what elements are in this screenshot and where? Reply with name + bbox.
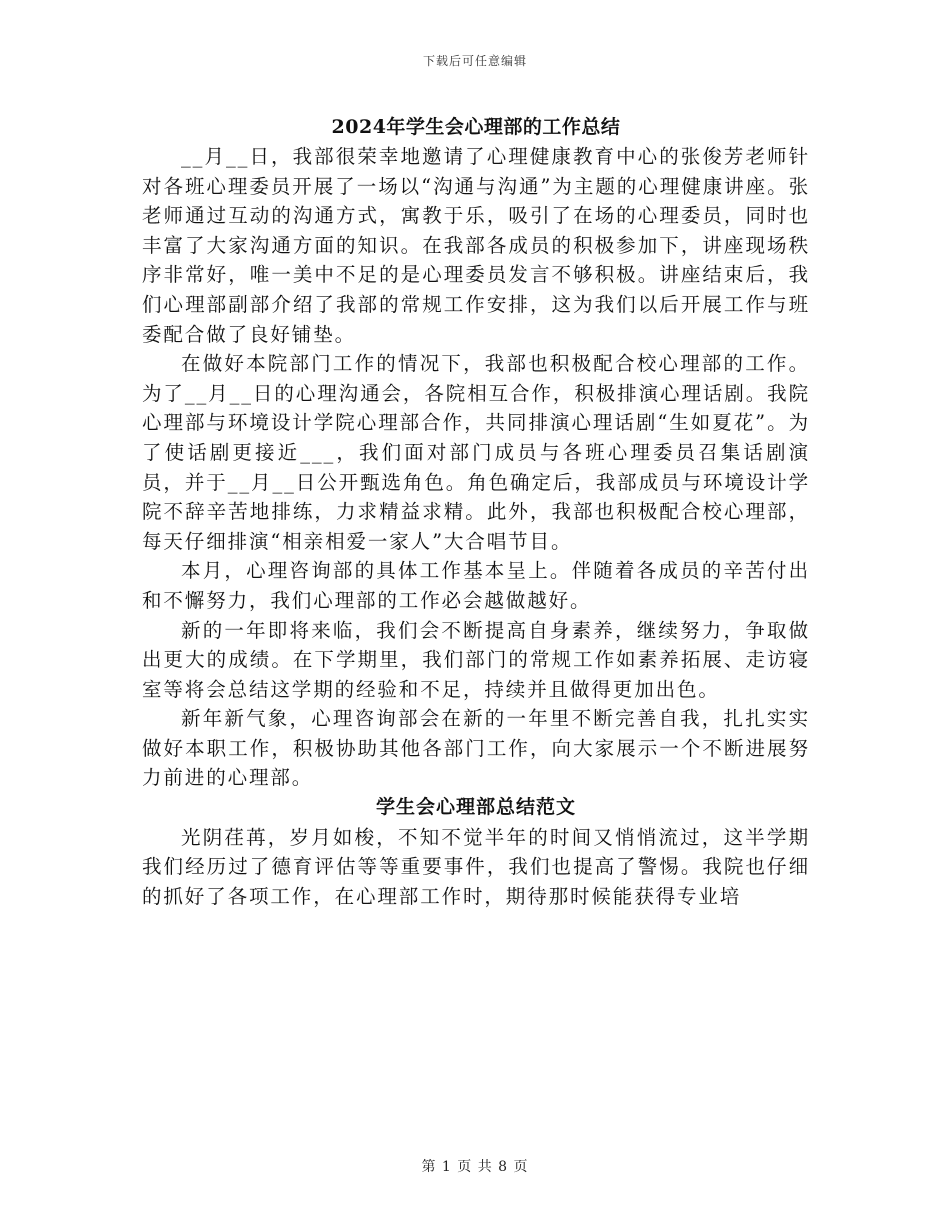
paragraph: 本月，心理咨询部的具体工作基本呈上。伴随着各成员的辛苦付出和不懈努力，我们心理部的工作必会越做越好。: [142, 559, 810, 612]
document-title: 2024年学生会心理部的工作总结: [331, 116, 621, 138]
paragraph: __月__日，我部很荣幸地邀请了心理健康教育中心的张俊芳老师针对各班心理委员开展了一场以“沟通与沟通”为主题的心理健康讲座。张老师通过互动的沟通方式，寓教于乐，吸引了在场的心理委员，同时也丰富了大家沟通方面的知识。在我部各成员的积极参加下，讲座现场秩序非常好，唯一美中不足的是心理委员发言不够积极。讲座结束后，我们心理部副部介绍了我部的常规工作安排，这为我们以后开展工作与班委配合做了良好铺垫。: [142, 145, 810, 346]
paragraph: 新年新气象，心理咨询部会在新的一年里不断完善自我，扎扎实实做好本职工作，积极协助其他各部门工作，向大家展示一个不断进展努力前进的心理部。: [142, 707, 810, 790]
section-subtitle: 学生会心理部总结范文: [375, 796, 576, 819]
paragraph: 在做好本院部门工作的情况下，我部也积极配合校心理部的工作。为了__月__日的心理沟通会，各院相互合作，积极排演心理话剧。我院心理部与环境设计学院心理部合作，共同排演心理话剧“生如夏花”。为了使话剧更接近___，我们面对部门成员与各班心理委员召集话剧演员，并于__月__日公开甄选角色。角色确定后，我部成员与环境设计学院不辞辛苦地排练，力求精益求精。此外，我部也积极配合校心理部，每天仔细排演“相亲相爱一家人”大合唱节目。: [142, 352, 810, 553]
page-header-note: 下载后可任意编辑: [422, 54, 527, 68]
document-body: [142, 112, 810, 911]
paragraph: 新的一年即将来临，我们会不断提高自身素养，继续努力，争取做出更大的成绩。在下学期里，我们部门的常规工作如素养拓展、走访寝室等将会总结这学期的经验和不足，持续并且做得更加出色。: [142, 618, 810, 701]
page-indicator: 第 1 页 共 8 页: [421, 1159, 529, 1175]
paragraph: 光阴荏苒，岁月如梭，不知不觉半年的时间又悄悄流过，这半学期我们经历过了德育评估等等重要事件，我们也提高了警惕。我院也仔细的抓好了各项工作，在心理部工作时，期待那时候能获得专业培: [142, 825, 810, 908]
